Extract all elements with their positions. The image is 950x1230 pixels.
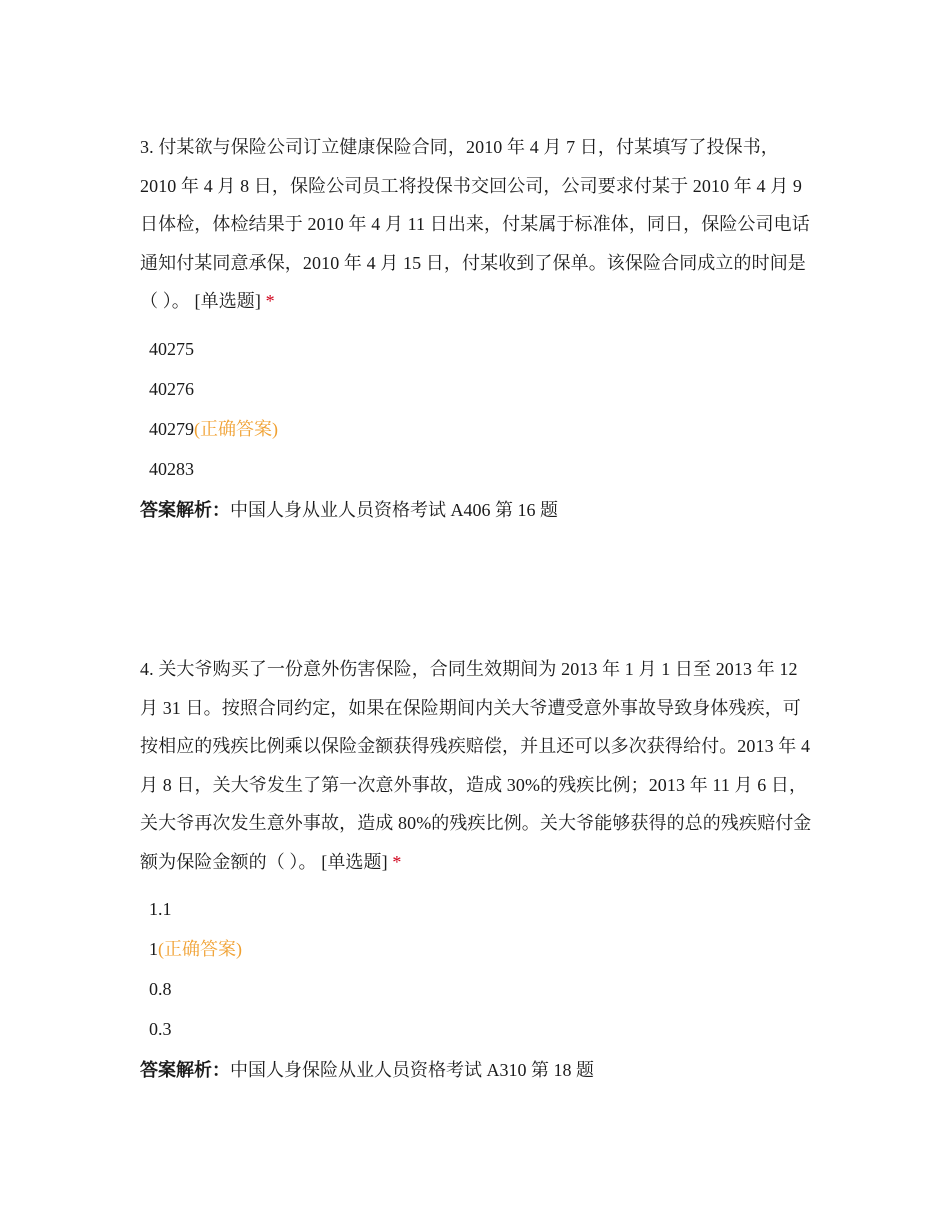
question-3	[140, 128, 812, 525]
option-b[interactable]	[149, 369, 812, 409]
option-label: 0.8	[149, 979, 172, 999]
option-list	[140, 329, 812, 489]
answer-analysis	[140, 1055, 812, 1085]
question-number: 3.	[140, 137, 154, 157]
analysis-label: 答案解析：	[140, 1060, 230, 1080]
analysis-text: 中国人身保险从业人员资格考试 A310 第 18 题	[230, 1060, 594, 1080]
question-text: 付某欲与保险公司订立健康保险合同，2010 年 4 月 7 日，付某填写了投保书，2010 年 4 月 8 日，保险公司员工将投保书交回公司，公司要求付某于 2010 年 4 月 9 日体检，体检结果于 2010 年 4 月 11 日出来，付某属于标准体，同日，保险公司电话通知付某同意承保，2010 年 4 月 15 日，付某收到了保单。该保险合同成立的时间是（ ）。	[140, 137, 810, 311]
option-label: 40276	[149, 378, 194, 399]
question-text: 关大爷购买了一份意外伤害保险，合同生效期间为 2013 年 1 月 1 日至 2013 年 12 月 31 日。按照合同约定，如果在保险期间内关大爷遭受意外事故导致身体残疾，可按相应的残疾比例乘以保险金额获得残疾赔偿，并且还可以多次获得给付。2013 年 4 月 8 日，关大爷发生了第一次意外事故，造成 30%的残疾比例；2013 年 11 月 6 日，关大爷再次发生意外事故，造成 80%的残疾比例。关大爷能够获得的总的残疾赔付金额为保险金额的（ ）。	[140, 659, 812, 872]
option-d[interactable]	[149, 1009, 812, 1049]
answer-analysis	[140, 495, 812, 525]
option-a[interactable]	[149, 889, 812, 929]
option-label: 40283	[149, 458, 194, 479]
option-label: 1	[149, 939, 158, 959]
question-type-tag: [单选题]	[321, 851, 388, 872]
question-stem	[140, 128, 812, 321]
option-label: 0.3	[149, 1019, 172, 1039]
option-b[interactable]	[149, 929, 812, 969]
question-type-tag: [单选题]	[194, 291, 262, 311]
question-number: 4.	[140, 659, 154, 679]
required-mark: *	[265, 291, 275, 311]
required-mark: *	[392, 851, 402, 872]
correct-answer-mark: (正确答案)	[158, 939, 242, 959]
option-a[interactable]	[149, 329, 812, 369]
option-d[interactable]	[149, 449, 812, 489]
correct-answer-mark: (正确答案)	[194, 418, 278, 439]
option-c[interactable]	[149, 969, 812, 1009]
option-list	[140, 889, 812, 1049]
option-c[interactable]	[149, 409, 812, 449]
question-stem	[140, 650, 812, 881]
option-label: 40279	[149, 418, 194, 439]
option-label: 40275	[149, 338, 194, 359]
question-4	[140, 650, 812, 1085]
analysis-text: 中国人身从业人员资格考试 A406 第 16 题	[230, 499, 558, 520]
option-label: 1.1	[149, 899, 172, 919]
analysis-label: 答案解析：	[140, 499, 230, 520]
